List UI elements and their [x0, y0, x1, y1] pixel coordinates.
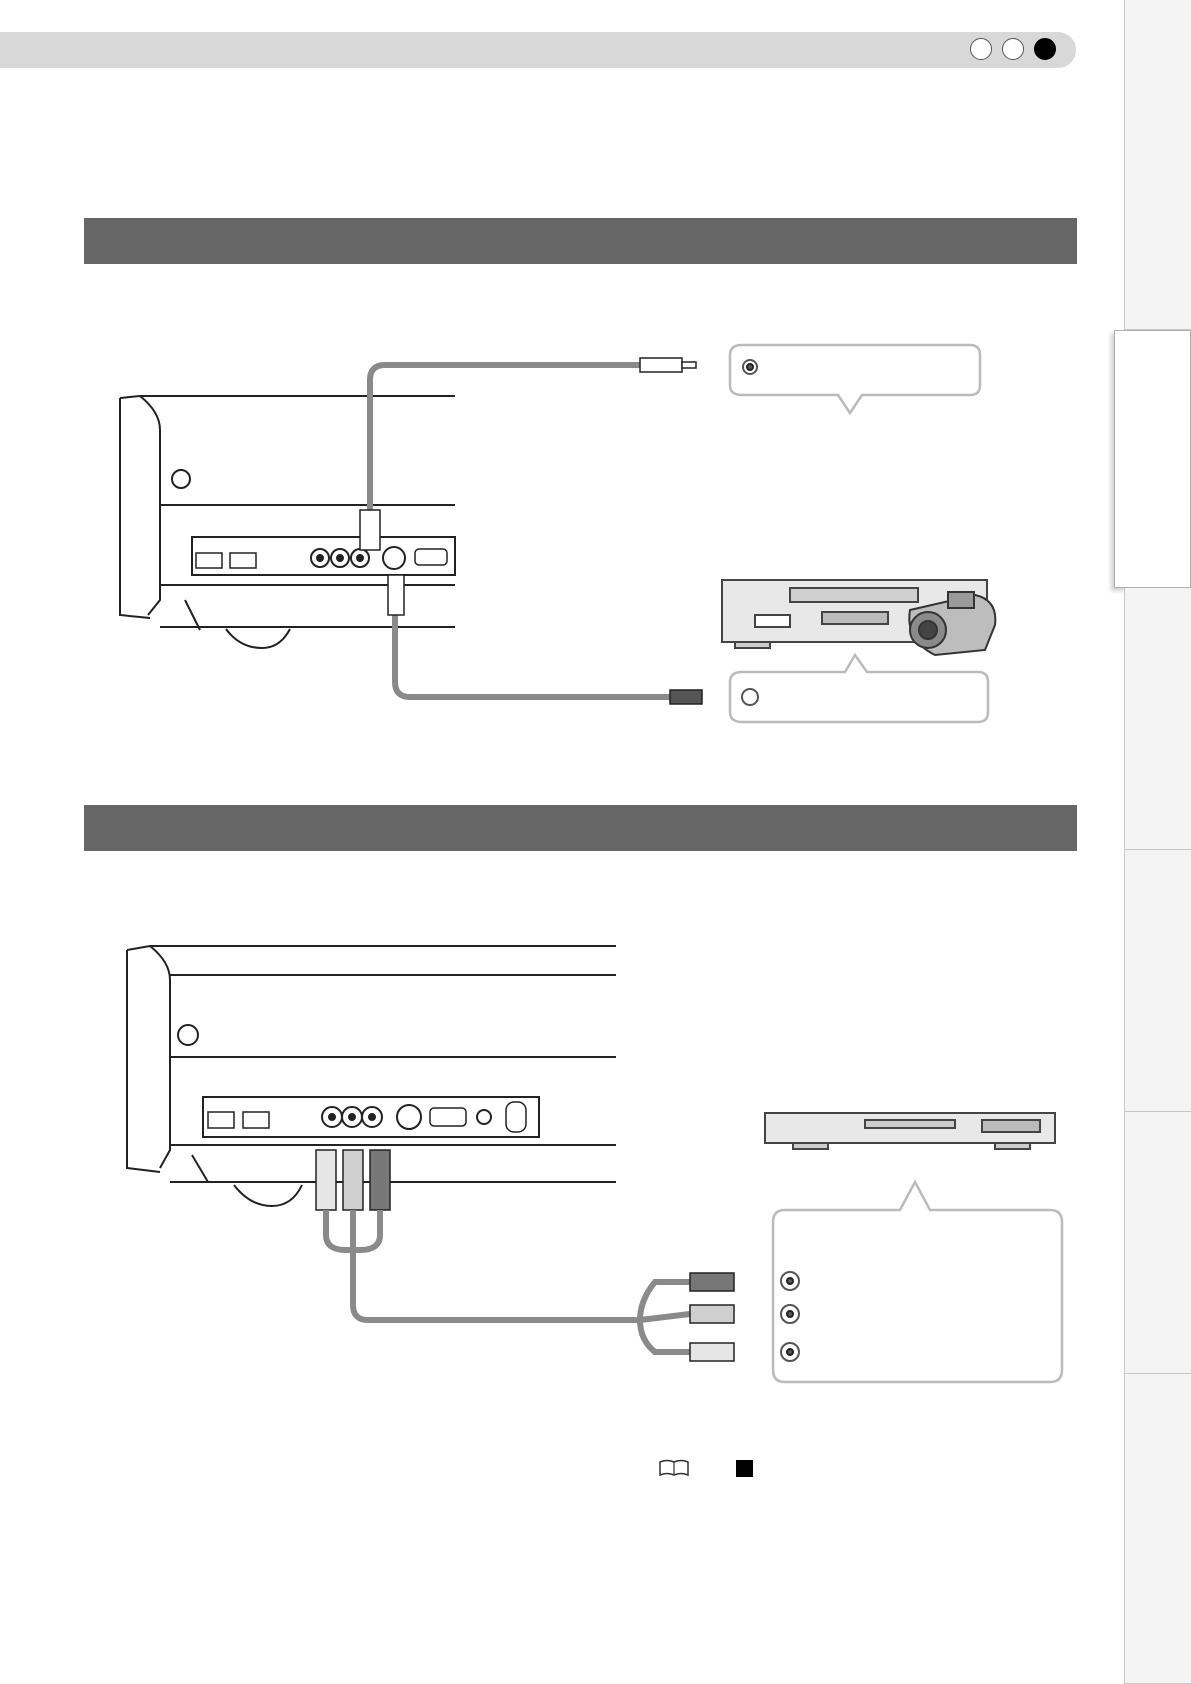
composite-callout	[730, 345, 980, 413]
component-video-cable	[326, 1210, 690, 1352]
dvd-player	[765, 1113, 1055, 1149]
chapter-tab-3[interactable]	[1124, 588, 1191, 850]
chapter-tab-5[interactable]	[1124, 1112, 1191, 1374]
note-icons	[658, 1459, 753, 1477]
svideo-callout	[730, 655, 988, 722]
diagram-2	[127, 946, 1062, 1382]
s-video-cable	[395, 585, 670, 697]
chapter-tab-2-active[interactable]	[1114, 330, 1191, 588]
composite-video-cable	[370, 365, 640, 520]
book-icon	[658, 1459, 690, 1477]
chapter-tab-1[interactable]	[1124, 0, 1191, 330]
diagram-1	[120, 345, 995, 722]
chapter-tab-6[interactable]	[1124, 1374, 1191, 1684]
square-icon	[736, 1460, 753, 1477]
chapter-tab-4[interactable]	[1124, 850, 1191, 1112]
component-callout	[773, 1182, 1062, 1382]
chapter-tabs	[1124, 0, 1191, 1684]
